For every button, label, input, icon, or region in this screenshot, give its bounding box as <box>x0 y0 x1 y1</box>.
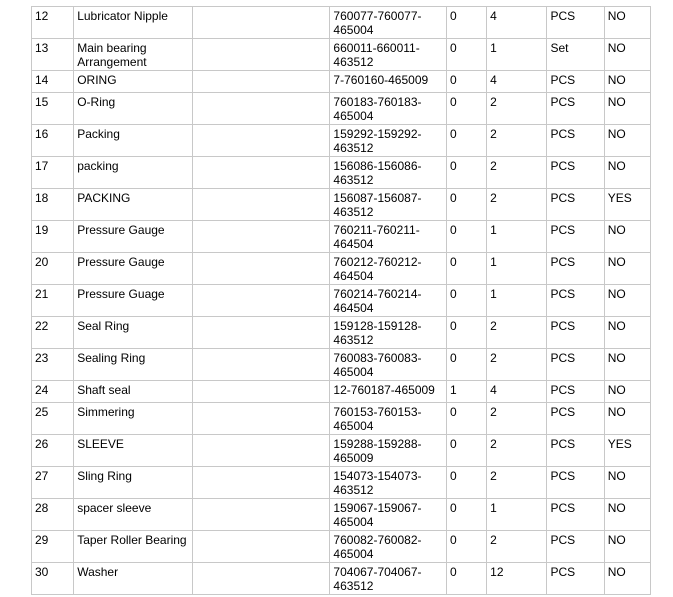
table-row <box>32 531 651 563</box>
table-row <box>32 285 651 317</box>
blank-cell <box>192 189 330 221</box>
critical-flag: NO <box>604 71 650 93</box>
table-row <box>32 435 651 467</box>
quantity-required: 1 <box>487 253 547 285</box>
quantity-onhand: 0 <box>446 317 486 349</box>
part-number: 660011-660011-463512 <box>330 39 447 71</box>
quantity-required: 2 <box>487 125 547 157</box>
table-row <box>32 221 651 253</box>
part-number: 760211-760211-464504 <box>330 221 447 253</box>
blank-cell <box>192 253 330 285</box>
blank-cell <box>192 93 330 125</box>
quantity-required: 1 <box>487 499 547 531</box>
item-description: ORING <box>74 71 193 93</box>
quantity-onhand: 0 <box>446 499 486 531</box>
row-number: 14 <box>32 71 74 93</box>
row-number: 21 <box>32 285 74 317</box>
critical-flag: NO <box>604 499 650 531</box>
unit-of-measure: PCS <box>547 381 604 403</box>
unit-of-measure: PCS <box>547 221 604 253</box>
unit-of-measure: PCS <box>547 317 604 349</box>
table-row <box>32 39 651 71</box>
critical-flag: NO <box>604 531 650 563</box>
quantity-onhand: 0 <box>446 403 486 435</box>
table-row <box>32 157 651 189</box>
part-number: 760083-760083-465004 <box>330 349 447 381</box>
row-number: 24 <box>32 381 74 403</box>
quantity-required: 2 <box>487 349 547 381</box>
part-number: 760183-760183-465004 <box>330 93 447 125</box>
row-number: 29 <box>32 531 74 563</box>
quantity-required: 2 <box>487 189 547 221</box>
row-number: 27 <box>32 467 74 499</box>
item-description: Pressure Gauge <box>74 253 193 285</box>
quantity-onhand: 0 <box>446 349 486 381</box>
critical-flag: NO <box>604 403 650 435</box>
blank-cell <box>192 39 330 71</box>
quantity-onhand: 0 <box>446 39 486 71</box>
item-description: Packing <box>74 125 193 157</box>
part-number: 154073-154073-463512 <box>330 467 447 499</box>
part-number: 159288-159288-465009 <box>330 435 447 467</box>
quantity-onhand: 0 <box>446 563 486 595</box>
table-row <box>32 189 651 221</box>
item-description: Lubricator Nipple <box>74 7 193 39</box>
part-number: 760153-760153-465004 <box>330 403 447 435</box>
unit-of-measure: PCS <box>547 531 604 563</box>
quantity-onhand: 0 <box>446 7 486 39</box>
item-description: Shaft seal <box>74 381 193 403</box>
unit-of-measure: Set <box>547 39 604 71</box>
quantity-onhand: 0 <box>446 435 486 467</box>
unit-of-measure: PCS <box>547 189 604 221</box>
critical-flag: NO <box>604 125 650 157</box>
row-number: 16 <box>32 125 74 157</box>
quantity-onhand: 0 <box>446 71 486 93</box>
table-row <box>32 381 651 403</box>
item-description: PACKING <box>74 189 193 221</box>
table-row <box>32 349 651 381</box>
table-row <box>32 93 651 125</box>
item-description: Pressure Guage <box>74 285 193 317</box>
item-description: Pressure Gauge <box>74 221 193 253</box>
quantity-required: 2 <box>487 157 547 189</box>
part-number: 760082-760082-465004 <box>330 531 447 563</box>
unit-of-measure: PCS <box>547 499 604 531</box>
part-number: 159067-159067-465004 <box>330 499 447 531</box>
unit-of-measure: PCS <box>547 7 604 39</box>
quantity-onhand: 0 <box>446 531 486 563</box>
blank-cell <box>192 125 330 157</box>
part-number: 7-760160-465009 <box>330 71 447 93</box>
blank-cell <box>192 563 330 595</box>
part-number: 12-760187-465009 <box>330 381 447 403</box>
quantity-onhand: 0 <box>446 157 486 189</box>
quantity-onhand: 0 <box>446 189 486 221</box>
parts-table <box>31 6 651 595</box>
critical-flag: NO <box>604 39 650 71</box>
quantity-required: 12 <box>487 563 547 595</box>
unit-of-measure: PCS <box>547 403 604 435</box>
blank-cell <box>192 221 330 253</box>
table-row <box>32 7 651 39</box>
critical-flag: NO <box>604 563 650 595</box>
table-row <box>32 467 651 499</box>
critical-flag: NO <box>604 317 650 349</box>
item-description: O-Ring <box>74 93 193 125</box>
blank-cell <box>192 71 330 93</box>
item-description: packing <box>74 157 193 189</box>
part-number: 760214-760214-464504 <box>330 285 447 317</box>
blank-cell <box>192 157 330 189</box>
item-description: Simmering <box>74 403 193 435</box>
row-number: 28 <box>32 499 74 531</box>
row-number: 12 <box>32 7 74 39</box>
blank-cell <box>192 403 330 435</box>
critical-flag: NO <box>604 285 650 317</box>
quantity-required: 2 <box>487 467 547 499</box>
blank-cell <box>192 381 330 403</box>
quantity-required: 2 <box>487 403 547 435</box>
row-number: 23 <box>32 349 74 381</box>
critical-flag: NO <box>604 349 650 381</box>
part-number: 760212-760212-464504 <box>330 253 447 285</box>
critical-flag: NO <box>604 221 650 253</box>
table-row <box>32 317 651 349</box>
table-row <box>32 125 651 157</box>
part-number: 760077-760077-465004 <box>330 7 447 39</box>
item-description: Sealing Ring <box>74 349 193 381</box>
quantity-required: 2 <box>487 531 547 563</box>
critical-flag: NO <box>604 7 650 39</box>
blank-cell <box>192 467 330 499</box>
table-row <box>32 253 651 285</box>
item-description: Washer <box>74 563 193 595</box>
blank-cell <box>192 285 330 317</box>
quantity-onhand: 0 <box>446 285 486 317</box>
unit-of-measure: PCS <box>547 253 604 285</box>
critical-flag: YES <box>604 189 650 221</box>
row-number: 13 <box>32 39 74 71</box>
unit-of-measure: PCS <box>547 157 604 189</box>
row-number: 25 <box>32 403 74 435</box>
row-number: 30 <box>32 563 74 595</box>
quantity-required: 2 <box>487 317 547 349</box>
row-number: 15 <box>32 93 74 125</box>
quantity-required: 1 <box>487 39 547 71</box>
item-description: Seal Ring <box>74 317 193 349</box>
table-row <box>32 71 651 93</box>
part-number: 704067-704067-463512 <box>330 563 447 595</box>
quantity-required: 2 <box>487 435 547 467</box>
blank-cell <box>192 435 330 467</box>
item-description: Sling Ring <box>74 467 193 499</box>
unit-of-measure: PCS <box>547 93 604 125</box>
blank-cell <box>192 349 330 381</box>
unit-of-measure: PCS <box>547 467 604 499</box>
quantity-required: 4 <box>487 381 547 403</box>
unit-of-measure: PCS <box>547 435 604 467</box>
parts-table-body <box>32 7 651 595</box>
critical-flag: NO <box>604 381 650 403</box>
table-row <box>32 499 651 531</box>
quantity-onhand: 0 <box>446 253 486 285</box>
quantity-onhand: 0 <box>446 467 486 499</box>
row-number: 17 <box>32 157 74 189</box>
unit-of-measure: PCS <box>547 125 604 157</box>
blank-cell <box>192 531 330 563</box>
quantity-required: 4 <box>487 7 547 39</box>
quantity-required: 4 <box>487 71 547 93</box>
unit-of-measure: PCS <box>547 349 604 381</box>
quantity-required: 2 <box>487 93 547 125</box>
quantity-onhand: 1 <box>446 381 486 403</box>
item-description: SLEEVE <box>74 435 193 467</box>
quantity-onhand: 0 <box>446 221 486 253</box>
row-number: 18 <box>32 189 74 221</box>
item-description: Main bearing Arrangement <box>74 39 193 71</box>
part-number: 159128-159128-463512 <box>330 317 447 349</box>
quantity-onhand: 0 <box>446 125 486 157</box>
item-description: Taper Roller Bearing <box>74 531 193 563</box>
table-row <box>32 563 651 595</box>
quantity-required: 1 <box>487 221 547 253</box>
item-description: spacer sleeve <box>74 499 193 531</box>
row-number: 22 <box>32 317 74 349</box>
critical-flag: NO <box>604 157 650 189</box>
critical-flag: NO <box>604 93 650 125</box>
row-number: 26 <box>32 435 74 467</box>
blank-cell <box>192 317 330 349</box>
unit-of-measure: PCS <box>547 563 604 595</box>
part-number: 159292-159292-463512 <box>330 125 447 157</box>
row-number: 20 <box>32 253 74 285</box>
part-number: 156087-156087-463512 <box>330 189 447 221</box>
quantity-required: 1 <box>487 285 547 317</box>
quantity-onhand: 0 <box>446 93 486 125</box>
critical-flag: NO <box>604 467 650 499</box>
blank-cell <box>192 499 330 531</box>
critical-flag: NO <box>604 253 650 285</box>
unit-of-measure: PCS <box>547 71 604 93</box>
unit-of-measure: PCS <box>547 285 604 317</box>
blank-cell <box>192 7 330 39</box>
row-number: 19 <box>32 221 74 253</box>
critical-flag: YES <box>604 435 650 467</box>
part-number: 156086-156086-463512 <box>330 157 447 189</box>
table-row <box>32 403 651 435</box>
